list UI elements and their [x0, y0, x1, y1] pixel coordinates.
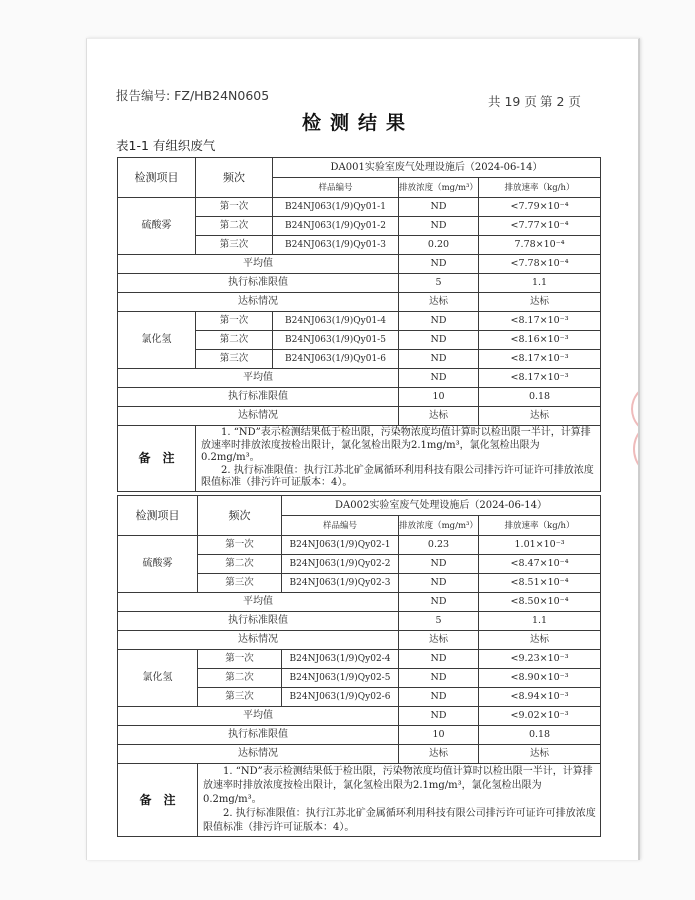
- average-rate: <8.50×10⁻⁴: [479, 593, 601, 612]
- sample-id-cell: B24NJ063(1/9)Qy01-1: [273, 198, 399, 217]
- compliance-concentration: 达标: [399, 631, 479, 650]
- sample-id-cell: B24NJ063(1/9)Qy01-3: [273, 236, 399, 255]
- frequency-cell: 第三次: [198, 574, 282, 593]
- compliance-rate: 达标: [479, 745, 601, 764]
- concentration-cell: ND: [399, 688, 479, 707]
- col-header-sample-id: 样品编号: [282, 516, 399, 536]
- compliance-label: 达标情况: [118, 293, 399, 312]
- compliance-concentration: 达标: [399, 407, 479, 426]
- frequency-cell: 第一次: [198, 536, 282, 555]
- compliance-concentration: 达标: [399, 293, 479, 312]
- table-header-row: [118, 496, 601, 516]
- sample-id-cell: B24NJ063(1/9)Qy01-2: [273, 217, 399, 236]
- frequency-cell: 第一次: [198, 650, 282, 669]
- limit-rate: 0.18: [479, 726, 601, 745]
- frequency-cell: 第二次: [198, 669, 282, 688]
- table-row: [118, 388, 601, 407]
- concentration-cell: ND: [399, 350, 479, 369]
- limit-label: 执行标准限值: [118, 726, 399, 745]
- table-row: [118, 726, 601, 745]
- notes-label: 备注: [118, 764, 198, 837]
- average-label: 平均值: [118, 707, 399, 726]
- limit-concentration: 5: [399, 274, 479, 293]
- average-label: 平均值: [118, 369, 399, 388]
- limit-concentration: 10: [399, 388, 479, 407]
- col-header-concentration: 排放浓度（mg/m³）: [399, 516, 479, 536]
- frequency-cell: 第一次: [196, 198, 273, 217]
- average-rate: <7.78×10⁻⁴: [479, 255, 601, 274]
- table-row: [118, 369, 601, 388]
- notes-cell: [198, 764, 601, 837]
- col-header-frequency: 频次: [198, 496, 282, 536]
- table-row: [118, 198, 601, 217]
- average-label: 平均值: [118, 593, 399, 612]
- notes-row: [118, 764, 601, 837]
- frequency-cell: 第二次: [198, 555, 282, 574]
- limit-concentration: 5: [399, 612, 479, 631]
- table-row: [118, 707, 601, 726]
- page-current: 第 2 页: [540, 94, 581, 109]
- compliance-label: 达标情况: [118, 631, 399, 650]
- pollutant-name: 硫酸雾: [118, 536, 198, 593]
- frequency-cell: 第二次: [196, 331, 273, 350]
- sample-id-cell: B24NJ063(1/9)Qy01-4: [273, 312, 399, 331]
- rate-cell: <8.90×10⁻³: [479, 669, 601, 688]
- rate-cell: <8.16×10⁻³: [479, 331, 601, 350]
- average-concentration: ND: [399, 255, 479, 274]
- limit-label: 执行标准限值: [118, 388, 399, 407]
- col-header-frequency: 频次: [196, 158, 273, 198]
- note-2: 2. 执行标准限值：执行江苏北矿金属循环利用科技有限公司排污许可证许可排放浓度限值标准（排污许可证版本：4）。: [203, 808, 596, 833]
- pollutant-name: 氯化氢: [118, 650, 198, 707]
- frequency-cell: 第三次: [198, 688, 282, 707]
- note-2: 2. 执行标准限值：执行江苏北矿金属循环利用科技有限公司排污许可证许可排放浓度限值标准（排污许可证版本：4）。: [201, 464, 594, 488]
- limit-concentration: 10: [399, 726, 479, 745]
- report-number: 报告编号: FZ/HB24N0605: [116, 88, 270, 103]
- concentration-cell: ND: [399, 574, 479, 593]
- compliance-label: 达标情况: [118, 407, 399, 426]
- table-row: [118, 536, 601, 555]
- frequency-cell: 第二次: [196, 217, 273, 236]
- concentration-cell: 0.23: [399, 536, 479, 555]
- rate-cell: 1.01×10⁻³: [479, 536, 601, 555]
- sample-id-cell: B24NJ063(1/9)Qy01-6: [273, 350, 399, 369]
- pollutant-name: 硫酸雾: [118, 198, 196, 255]
- rate-cell: <8.17×10⁻³: [479, 312, 601, 331]
- sampling-point-title: DA002实验室废气处理设施后（2024-06-14）: [282, 496, 601, 516]
- concentration-cell: ND: [399, 650, 479, 669]
- rate-cell: <8.17×10⁻³: [479, 350, 601, 369]
- concentration-cell: ND: [399, 198, 479, 217]
- red-seal-fragment: [629, 385, 638, 473]
- concentration-cell: ND: [399, 312, 479, 331]
- compliance-rate: 达标: [479, 293, 601, 312]
- sample-id-cell: B24NJ063(1/9)Qy02-1: [282, 536, 399, 555]
- concentration-cell: ND: [399, 217, 479, 236]
- sample-id-cell: B24NJ063(1/9)Qy02-3: [282, 574, 399, 593]
- frequency-cell: 第三次: [196, 236, 273, 255]
- concentration-cell: ND: [399, 555, 479, 574]
- limit-label: 执行标准限值: [118, 612, 399, 631]
- results-table-da001: [117, 157, 601, 492]
- compliance-rate: 达标: [479, 407, 601, 426]
- note-1: 1. “ND”表示检测结果低于检出限，污染物浓度均值计算时以检出限一半计，计算排放速率时排放浓度按检出限计，氯化氢检出限为2.1mg/m³，氯化氢检出限为0.2mg/m³。: [201, 427, 591, 463]
- notes-label: 备注: [118, 426, 196, 492]
- limit-rate: 1.1: [479, 274, 601, 293]
- pollutant-name: 氯化氢: [118, 312, 196, 369]
- rate-cell: <7.77×10⁻⁴: [479, 217, 601, 236]
- average-rate: <9.02×10⁻³: [479, 707, 601, 726]
- col-header-concentration: 排放浓度（mg/m³）: [399, 178, 479, 198]
- limit-label: 执行标准限值: [118, 274, 399, 293]
- table-row: [118, 407, 601, 426]
- average-concentration: ND: [399, 707, 479, 726]
- sample-id-cell: B24NJ063(1/9)Qy02-4: [282, 650, 399, 669]
- table-row: [118, 255, 601, 274]
- page-title: 检测结果: [302, 112, 415, 134]
- rate-cell: <8.94×10⁻³: [479, 688, 601, 707]
- notes-row: [118, 426, 601, 492]
- table-row: [118, 631, 601, 650]
- table-row: [118, 274, 601, 293]
- rate-cell: <8.47×10⁻⁴: [479, 555, 601, 574]
- sample-id-cell: B24NJ063(1/9)Qy02-2: [282, 555, 399, 574]
- table-caption: 表1-1 有组织废气: [116, 138, 216, 153]
- concentration-cell: ND: [399, 669, 479, 688]
- compliance-concentration: 达标: [399, 745, 479, 764]
- col-header-rate: 排放速率（kg/h）: [479, 516, 601, 536]
- table-header-row: [118, 158, 601, 178]
- compliance-rate: 达标: [479, 631, 601, 650]
- rate-cell: <9.23×10⁻³: [479, 650, 601, 669]
- concentration-cell: 0.20: [399, 236, 479, 255]
- col-header-rate: 排放速率（kg/h）: [479, 178, 601, 198]
- table-row: [118, 593, 601, 612]
- sampling-point-title: DA001实验室废气处理设施后（2024-06-14）: [273, 158, 601, 178]
- page-total: 共 19 页: [488, 94, 537, 109]
- table-row: [118, 312, 601, 331]
- sample-id-cell: B24NJ063(1/9)Qy02-5: [282, 669, 399, 688]
- average-concentration: ND: [399, 369, 479, 388]
- concentration-cell: ND: [399, 331, 479, 350]
- compliance-label: 达标情况: [118, 745, 399, 764]
- frequency-cell: 第一次: [196, 312, 273, 331]
- limit-rate: 1.1: [479, 612, 601, 631]
- note-1: 1. “ND”表示检测结果低于检出限，污染物浓度均值计算时以检出限一半计，计算排放速率时排放浓度按检出限计，氯化氢检出限为2.1mg/m³，氯化氢检出限为0.2mg/m³。: [203, 766, 593, 805]
- rate-cell: <8.51×10⁻⁴: [479, 574, 601, 593]
- average-concentration: ND: [399, 593, 479, 612]
- frequency-cell: 第三次: [196, 350, 273, 369]
- average-rate: <8.17×10⁻³: [479, 369, 601, 388]
- notes-cell: [196, 426, 601, 492]
- average-label: 平均值: [118, 255, 399, 274]
- sample-id-cell: B24NJ063(1/9)Qy01-5: [273, 331, 399, 350]
- table-row: [118, 293, 601, 312]
- table-row: [118, 650, 601, 669]
- results-table-da002: [117, 495, 601, 837]
- rate-cell: 7.78×10⁻⁴: [479, 236, 601, 255]
- limit-rate: 0.18: [479, 388, 601, 407]
- col-header-sample-id: 样品编号: [273, 178, 399, 198]
- rate-cell: <7.79×10⁻⁴: [479, 198, 601, 217]
- table-row: [118, 612, 601, 631]
- sample-id-cell: B24NJ063(1/9)Qy02-6: [282, 688, 399, 707]
- table-row: [118, 745, 601, 764]
- col-header-item: 检测项目: [118, 158, 196, 198]
- col-header-item: 检测项目: [118, 496, 198, 536]
